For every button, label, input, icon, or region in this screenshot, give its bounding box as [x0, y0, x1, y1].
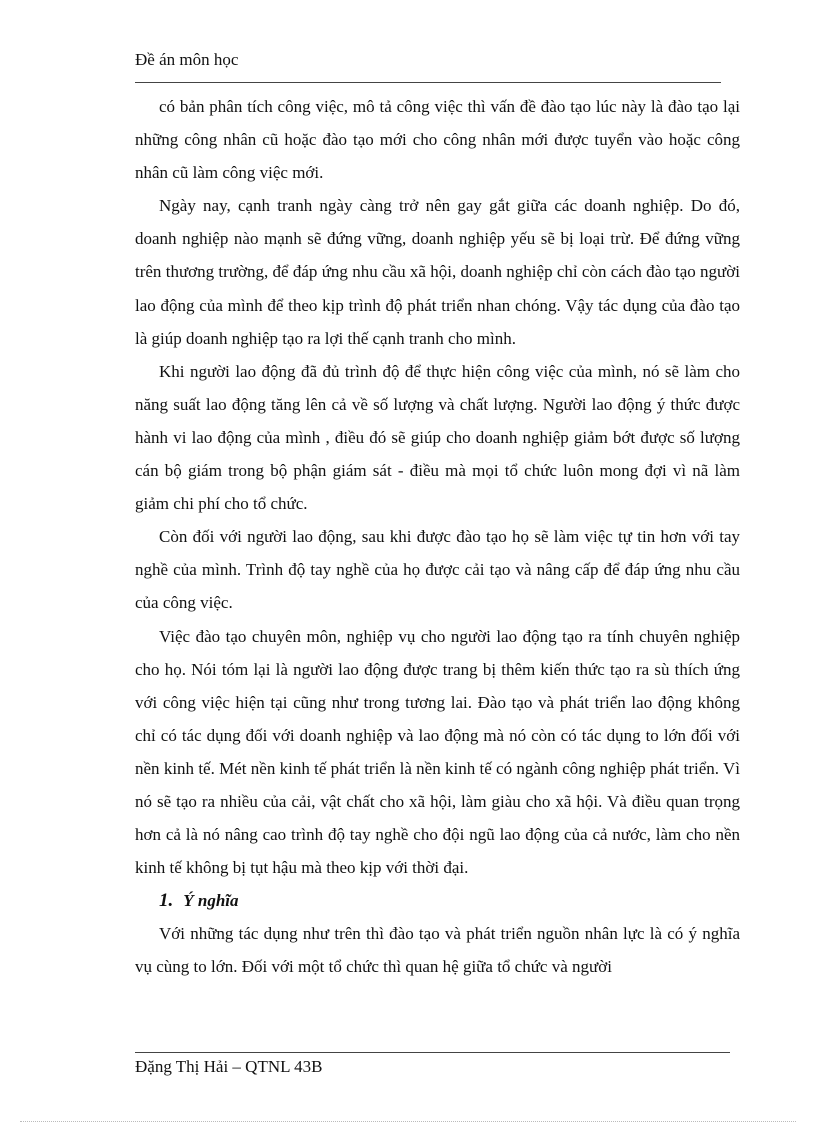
- page-header-title: Đề án môn học: [135, 50, 239, 69]
- paragraph: có bản phân tích công việc, mô tả công việc thì vấn đề đào tạo lúc này là đào tạo lại những công nhân cũ hoặc đào tạo mới cho công nhân mới được tuyển vào hoặc công nhân cũ làm công việc mới.: [135, 97, 740, 183]
- section-title: Ý nghĩa: [183, 891, 239, 911]
- paragraph: Còn đối với người lao động, sau khi được đào tạo họ sẽ làm việc tự tin hơn với tay nghề của mình. Trình độ tay nghề của họ được cải tạo và nâng cấp để đáp ứng nhu cầu của công việc.: [135, 527, 740, 613]
- paragraph: Khi người lao động đã đủ trình độ để thực hiện công việc của mình, nó sẽ làm cho năng suất lao động tăng lên cả về số lượng và chất lượng. Người lao động ý thức được hành vi lao động của mình , điều đó sẽ giúp cho doanh nghiệp giảm bớt được số lượng cán bộ giám trong bộ phận giám sát - điều mà mọi tổ chức luôn mong đợi vì nã làm giảm chi phí cho tổ chức.: [135, 361, 740, 514]
- paragraph: Với những tác dụng như trên thì đào tạo và phát triển nguồn nhân lực là có ý nghĩa vụ cùng to lớn. Đối với một tổ chức thì quan hệ giữa tổ chức và người: [135, 924, 740, 977]
- page-edge: [20, 1121, 796, 1122]
- section-number: 1.: [159, 890, 174, 912]
- paragraph: Ngày nay, cạnh tranh ngày càng trở nên gay gắt giữa các doanh nghiệp. Do đó, doanh nghiệp nào mạnh sẽ đứng vững, doanh nghiệp yếu sẽ bị loại trừ. Để đứng vững trên thương trường, để đáp ứng nhu cầu xã hội, doanh nghiệp chỉ còn cách đào tạo người lao động của mình để theo kịp trình độ phát triển nhan chóng. Vậy tác dụng của đào tạo là giúp doanh nghiệp tạo ra lợi thế cạnh tranh cho mình.: [135, 196, 740, 348]
- document-body: [135, 90, 740, 984]
- footer-divider: [135, 1052, 730, 1053]
- header-divider: [135, 82, 721, 83]
- section-heading: [135, 884, 740, 917]
- paragraph: Việc đào tạo chuyên môn, nghiệp vụ cho người lao động tạo ra tính chuyên nghiệp cho họ. Nói tóm lại là người lao động được trang bị thêm kiến thức tạo ra sù thích ứng với công việc hiện tại cũng như trong tương lai. Đào tạo và phát triển lao động không chỉ có tác dụng đối với doanh nghiệp và lao động mà nó còn có tác dụng to lớn đối với nền kinh tế. Mét nền kinh tế phát triển là nền kinh tế có ngành công nghiệp phát triển. Vì nó sẽ tạo ra nhiều của cải, vật chất cho xã hội, làm giàu cho xã hội. Và điều quan trọng hơn cả là nó nâng cao trình độ tay nghề cho đội ngũ lao động của cả nước, làm cho nền kinh tế không bị tụt hậu mà theo kịp với thời đại.: [135, 626, 740, 878]
- footer-author: Đặng Thị Hải – QTNL 43B: [135, 1057, 323, 1076]
